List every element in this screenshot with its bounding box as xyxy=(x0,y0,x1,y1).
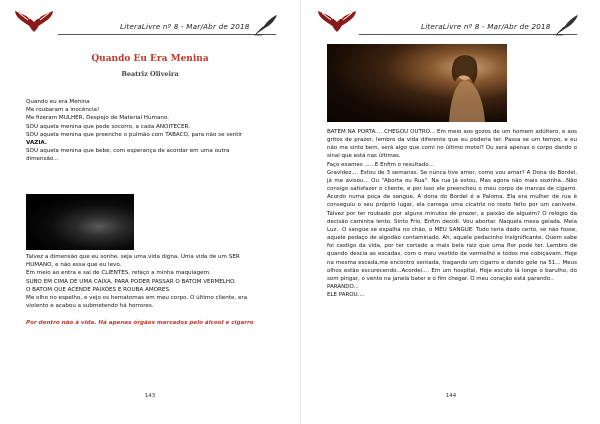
poem-line: Quando eu era Menina xyxy=(26,99,90,105)
poem-line: SUBO EM CIMA DE UMA CAIXA, PARA PODER PASSAR O BATOM VERMELHO. xyxy=(26,278,237,285)
poem-line: O BATOM QUE ACENDE PAIXÕES E ROUBA AMORES. xyxy=(26,286,171,293)
header-rule xyxy=(58,34,276,35)
magazine-title: LiteraLivre nº 8 - Mar/Abr de 2018 xyxy=(421,22,551,31)
woman-in-dim-light-photo xyxy=(327,44,507,122)
header-rule xyxy=(359,34,577,35)
poem-line: Em meio ao entra e sai de CLIENTES, refaço a minha maquiagem. xyxy=(26,270,211,277)
poem-line: Talvez a dimensão que eu sonhe, seja uma vida digna. Uma vida de um SER xyxy=(26,254,240,260)
poem-line: Me olho no espelho, e vejo os hematomas em meu corpo. O último cliente, era xyxy=(26,295,248,302)
page-header xyxy=(301,8,600,36)
poem-title: Quando Eu Era Menina xyxy=(91,54,209,64)
magazine-title: LiteraLivre nº 8 - Mar/Abr de 2018 xyxy=(120,22,250,31)
right-page xyxy=(300,0,600,424)
story-paragraph: PARANDO... xyxy=(327,283,359,290)
quill-pen-icon xyxy=(254,14,278,36)
photo-figure xyxy=(327,44,507,122)
poem-line: VAZIA. xyxy=(26,140,47,147)
poem-line: SOU aquela menina que preenche o pulmão com TABACO, para não se sentir xyxy=(26,131,243,138)
quill-pen-icon xyxy=(555,14,579,36)
story-paragraph: Faço exames ..... E Enfim o resultado... xyxy=(327,161,434,168)
poem-line: Me fizeram MULHER, Despejo de Material Humano. xyxy=(26,115,170,122)
poem-line: dimensão... xyxy=(26,156,59,163)
page-header xyxy=(0,8,300,36)
page-number: 143 xyxy=(144,393,156,399)
poem-author: Beatriz Oliveira xyxy=(121,70,179,78)
story-paragraph: Gravidez.... Estou de 3 semanas. Se nunca tive amor, como vou amar? A Dona do Bordel, já me avisou... Ou "Aborta ou Rua". Na rua já estou, Mas agora não mais sozinha...Não consigo satisfazer o cliente, e por isso ele preencheu o meu corpo de marcas de cigarro. Acordo numa poça de sangue, A dona do Bordel é a Paloma. Ela era mulher de rua é conseguiu o seu próprio lugar, ela carrega uma cicatriz no rosto feito por um canivete. Talvez por ter roubado por alguns minutos de prazer, a paixão de alguém? O relógio da decisão caminha lento. Sinto Frio. Enfim decidi. Vou abortar. Naquela mesa gelada. Meia Luz.. O sangue se espalha no chão, o MEU SANGUE. Tudo teria dado certo, se não fosse, aquele pedaço de algodão contaminado. Ah, aquele pedacinho insignificante. Quem sabe foi castigo da vida, por ter cortado a mais bela raiz que uma flor pode ter. Lembro de quando descia as escadas, com o meu vestido de vermelho e todos me cobiçavam. Hoje na mesma escada,me encontro sentada, tragando um cigarro e dando gole na 51... Meus olhos estão escurecendo...Acordei.... Em um hospital, Hoje escuto lá longe o barulho, do som pingar, o vento na janela bater e o fim chegar. O meu coração está parando.. xyxy=(327,169,577,282)
story-paragraph: BATEM NA PORTA.... CHEGOU OUTRO... Em meio aos gozos de um homem adúltero, e aos gritos de prazer, lembro da vida diferente que eu poderia ter. Passa se um tempo, e eu não me sinto bem, será algo que comi no último motel? Ou será apenas o corpo dando o sinal que está nas últimas. xyxy=(327,129,577,160)
poem-continuation xyxy=(26,253,282,310)
winged-heart-logo-icon xyxy=(317,8,357,34)
woman-in-shadow-photo xyxy=(26,194,134,250)
poem-line: SOU aquela menina que pede socorro, a cada ANOITECER. xyxy=(26,123,190,130)
story-text xyxy=(327,128,577,299)
poem-opening xyxy=(26,98,282,164)
poem-line: violento e acabou a submetendo há horrores. xyxy=(26,303,154,310)
poem-final-line: Por dentro não à vida. Há apenas órgãos marcados pelo álcool e cigarro xyxy=(26,320,254,326)
poem-line: Me roubaram a inocência! xyxy=(26,107,100,114)
poem-line: HUMANO, e não essa que eu levo. xyxy=(26,262,122,269)
poem-line: SOU aquela menina que bebe, com esperança de acordar em uma outra xyxy=(26,148,230,155)
story-paragraph: ELE PAROU.... xyxy=(327,292,365,299)
page-number: 144 xyxy=(445,393,457,399)
winged-heart-logo-icon xyxy=(14,8,54,34)
